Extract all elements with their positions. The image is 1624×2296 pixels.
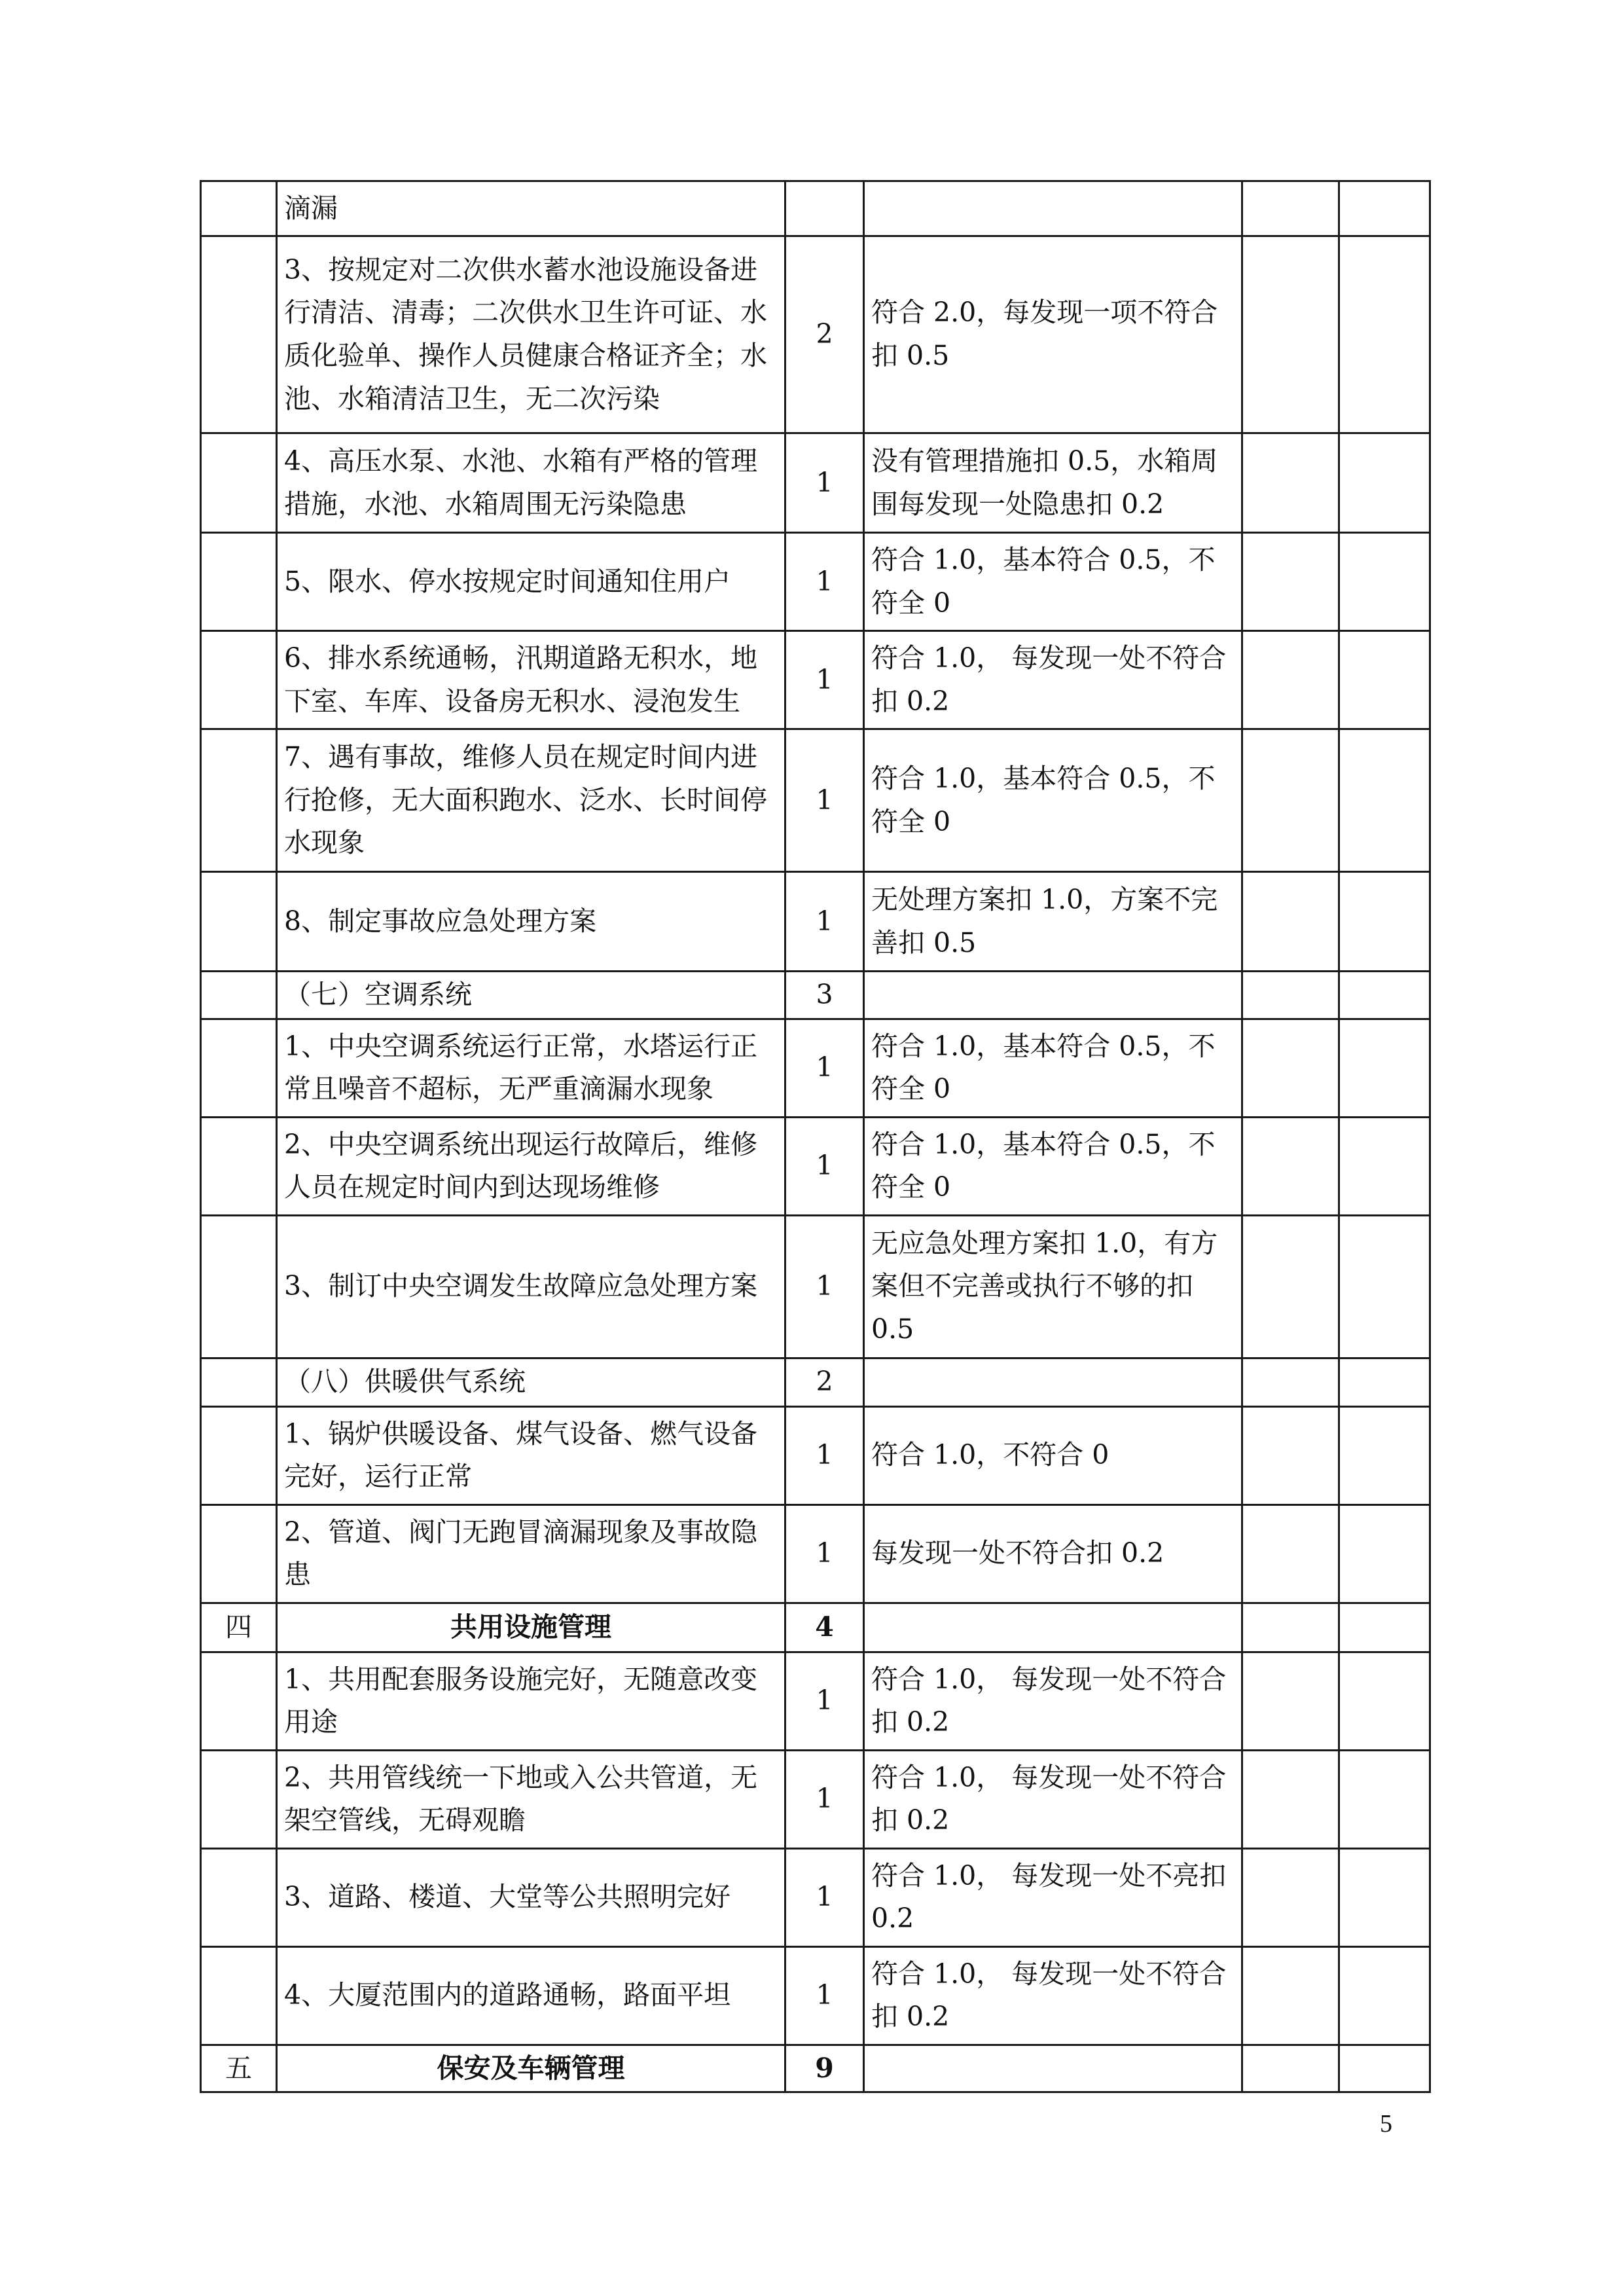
standard-cell: 每发现一处不符合扣 0.2 <box>864 1504 1242 1603</box>
section-number-cell <box>201 1358 277 1406</box>
content-cell: 保安及车辆管理 <box>277 2045 785 2092</box>
note-cell <box>1339 1117 1430 1215</box>
note-cell <box>1339 972 1430 1019</box>
score-cell: 1 <box>785 631 864 729</box>
content-cell: 4、高压水泵、水池、水箱有严格的管理措施，水池、水箱周围无污染隐患 <box>277 433 785 533</box>
note-cell <box>1339 433 1430 533</box>
score-cell: 9 <box>785 2045 864 2092</box>
section-number-cell: 四 <box>201 1603 277 1652</box>
content-cell: 共用设施管理 <box>277 1603 785 1652</box>
deduction-cell <box>1242 1504 1339 1603</box>
standard-cell: 无处理方案扣 1.0，方案不完善扣 0.5 <box>864 872 1242 972</box>
content-cell: 7、遇有事故，维修人员在规定时间内进行抢修，无大面积跑水、泛水、长时间停水现象 <box>277 729 785 872</box>
deduction-cell <box>1242 533 1339 631</box>
deduction-cell <box>1242 1848 1339 1946</box>
deduction-cell <box>1242 1946 1339 2045</box>
note-cell <box>1339 1603 1430 1652</box>
section-number-cell <box>201 972 277 1019</box>
deduction-cell <box>1242 972 1339 1019</box>
deduction-cell <box>1242 631 1339 729</box>
table-body <box>201 181 1430 2092</box>
standard-cell <box>864 2045 1242 2092</box>
note-cell <box>1339 1358 1430 1406</box>
section-number-cell <box>201 1504 277 1603</box>
section-number-cell <box>201 433 277 533</box>
score-table <box>200 180 1431 2093</box>
table-row <box>201 1117 1430 1215</box>
table-row <box>201 1946 1430 2045</box>
table-row <box>201 533 1430 631</box>
content-cell: 2、中央空调系统出现运行故障后，维修人员在规定时间内到达现场维修 <box>277 1117 785 1215</box>
note-cell <box>1339 1652 1430 1750</box>
table-row <box>201 236 1430 433</box>
deduction-cell <box>1242 1215 1339 1358</box>
standard-cell: 符合 1.0，基本符合 0.5，不符全 0 <box>864 1117 1242 1215</box>
table-row <box>201 1406 1430 1504</box>
content-cell: 8、制定事故应急处理方案 <box>277 872 785 972</box>
standard-cell: 符合 1.0， 每发现一处不符合扣 0.2 <box>864 1946 1242 2045</box>
content-cell: 3、道路、楼道、大堂等公共照明完好 <box>277 1848 785 1946</box>
deduction-cell <box>1242 1406 1339 1504</box>
standard-cell: 符合 1.0， 每发现一处不符合扣 0.2 <box>864 631 1242 729</box>
score-cell: 1 <box>785 1946 864 2045</box>
section-number-cell <box>201 1019 277 1117</box>
note-cell <box>1339 1848 1430 1946</box>
table-row <box>201 1019 1430 1117</box>
section-number-cell: 五 <box>201 2045 277 2092</box>
table-row <box>201 1652 1430 1750</box>
content-cell: 4、大厦范围内的道路通畅，路面平坦 <box>277 1946 785 2045</box>
content-cell: 1、中央空调系统运行正常，水塔运行正常且噪音不超标，无严重滴漏水现象 <box>277 1019 785 1117</box>
section-number-cell <box>201 181 277 236</box>
section-number-cell <box>201 533 277 631</box>
standard-cell: 符合 1.0， 每发现一处不符合扣 0.2 <box>864 1652 1242 1750</box>
note-cell <box>1339 1504 1430 1603</box>
note-cell <box>1339 236 1430 433</box>
section-number-cell <box>201 1848 277 1946</box>
table-row <box>201 181 1430 236</box>
section-number-cell <box>201 631 277 729</box>
section-number-cell <box>201 1652 277 1750</box>
content-cell: 1、共用配套服务设施完好，无随意改变用途 <box>277 1652 785 1750</box>
standard-cell: 符合 1.0， 每发现一处不亮扣 0.2 <box>864 1848 1242 1946</box>
deduction-cell <box>1242 1652 1339 1750</box>
content-cell: 滴漏 <box>277 181 785 236</box>
standard-cell: 符合 1.0，基本符合 0.5，不符全 0 <box>864 533 1242 631</box>
note-cell <box>1339 631 1430 729</box>
score-cell: 1 <box>785 533 864 631</box>
table-row <box>201 1603 1430 1652</box>
score-cell <box>785 181 864 236</box>
score-cell: 1 <box>785 1652 864 1750</box>
section-number-cell <box>201 236 277 433</box>
standard-cell <box>864 1603 1242 1652</box>
deduction-cell <box>1242 1019 1339 1117</box>
deduction-cell <box>1242 181 1339 236</box>
content-cell: 2、共用管线统一下地或入公共管道，无架空管线，无碍观瞻 <box>277 1750 785 1848</box>
note-cell <box>1339 181 1430 236</box>
table-row <box>201 631 1430 729</box>
section-number-cell <box>201 1117 277 1215</box>
table-row <box>201 1504 1430 1603</box>
content-cell: 3、按规定对二次供水蓄水池设施设备进行清洁、清毒；二次供水卫生许可证、水质化验单、操作人员健康合格证齐全；水池、水箱清洁卫生，无二次污染 <box>277 236 785 433</box>
content-cell: 3、制订中央空调发生故障应急处理方案 <box>277 1215 785 1358</box>
score-cell: 1 <box>785 1215 864 1358</box>
standard-cell: 符合 1.0，基本符合 0.5，不符全 0 <box>864 1019 1242 1117</box>
table-row <box>201 872 1430 972</box>
note-cell <box>1339 1406 1430 1504</box>
score-cell: 3 <box>785 972 864 1019</box>
score-cell: 1 <box>785 1019 864 1117</box>
score-cell: 4 <box>785 1603 864 1652</box>
standard-cell <box>864 181 1242 236</box>
score-cell: 1 <box>785 1406 864 1504</box>
deduction-cell <box>1242 2045 1339 2092</box>
table-row <box>201 972 1430 1019</box>
table-row <box>201 433 1430 533</box>
standard-cell: 符合 2.0，每发现一项不符合扣 0.5 <box>864 236 1242 433</box>
deduction-cell <box>1242 729 1339 872</box>
score-cell: 1 <box>785 1504 864 1603</box>
section-number-cell <box>201 1750 277 1848</box>
deduction-cell <box>1242 1117 1339 1215</box>
note-cell <box>1339 1215 1430 1358</box>
section-number-cell <box>201 872 277 972</box>
score-cell: 2 <box>785 236 864 433</box>
page-number: 5 <box>1380 2110 1392 2138</box>
score-cell: 1 <box>785 872 864 972</box>
standard-cell: 没有管理措施扣 0.5，水箱周围每发现一处隐患扣 0.2 <box>864 433 1242 533</box>
table-row <box>201 2045 1430 2092</box>
note-cell <box>1339 729 1430 872</box>
deduction-cell <box>1242 1603 1339 1652</box>
content-cell: 1、锅炉供暖设备、煤气设备、燃气设备完好，运行正常 <box>277 1406 785 1504</box>
deduction-cell <box>1242 872 1339 972</box>
content-cell: （七）空调系统 <box>277 972 785 1019</box>
deduction-cell <box>1242 1358 1339 1406</box>
note-cell <box>1339 1019 1430 1117</box>
score-cell: 1 <box>785 1750 864 1848</box>
note-cell <box>1339 2045 1430 2092</box>
deduction-cell <box>1242 236 1339 433</box>
standard-cell <box>864 972 1242 1019</box>
table-row <box>201 1848 1430 1946</box>
score-cell: 1 <box>785 729 864 872</box>
content-cell: 5、限水、停水按规定时间通知住用户 <box>277 533 785 631</box>
standard-cell <box>864 1358 1242 1406</box>
score-cell: 2 <box>785 1358 864 1406</box>
table-row <box>201 1215 1430 1358</box>
note-cell <box>1339 872 1430 972</box>
score-cell: 1 <box>785 1848 864 1946</box>
section-number-cell <box>201 1946 277 2045</box>
table-row <box>201 1750 1430 1848</box>
standard-cell: 无应急处理方案扣 1.0，有方案但不完善或执行不够的扣 0.5 <box>864 1215 1242 1358</box>
note-cell <box>1339 533 1430 631</box>
score-cell: 1 <box>785 1117 864 1215</box>
note-cell <box>1339 1946 1430 2045</box>
section-number-cell <box>201 729 277 872</box>
content-cell: （八）供暖供气系统 <box>277 1358 785 1406</box>
deduction-cell <box>1242 1750 1339 1848</box>
content-cell: 2、管道、阀门无跑冒滴漏现象及事故隐患 <box>277 1504 785 1603</box>
deduction-cell <box>1242 433 1339 533</box>
score-cell: 1 <box>785 433 864 533</box>
standard-cell: 符合 1.0，不符合 0 <box>864 1406 1242 1504</box>
section-number-cell <box>201 1215 277 1358</box>
section-number-cell <box>201 1406 277 1504</box>
content-cell: 6、排水系统通畅，汛期道路无积水，地下室、车库、设备房无积水、浸泡发生 <box>277 631 785 729</box>
table-row <box>201 1358 1430 1406</box>
note-cell <box>1339 1750 1430 1848</box>
standard-cell: 符合 1.0， 每发现一处不符合扣 0.2 <box>864 1750 1242 1848</box>
table-row <box>201 729 1430 872</box>
standard-cell: 符合 1.0，基本符合 0.5，不符全 0 <box>864 729 1242 872</box>
